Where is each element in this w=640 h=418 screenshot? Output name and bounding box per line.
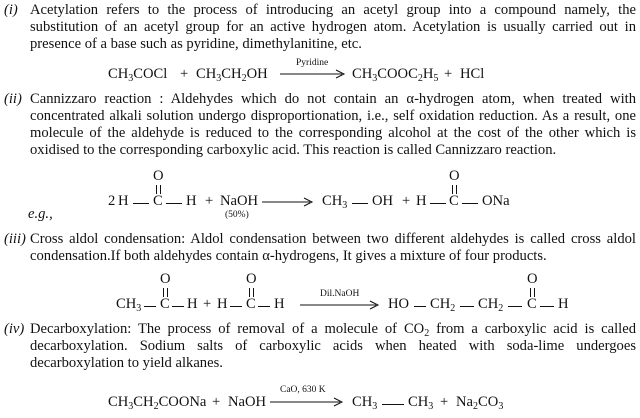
atom-c: C xyxy=(246,296,256,312)
double-bond xyxy=(456,185,457,194)
plus-sign: + xyxy=(212,394,221,410)
double-bond xyxy=(160,185,161,194)
single-bond xyxy=(382,404,404,405)
product-hcl: HCl xyxy=(460,66,485,82)
single-bond xyxy=(144,306,156,307)
product-methyl: $CH_3$ xyxy=(408,394,434,412)
reactant-sodium-propanoate: $CH_3CH_2COONa$ xyxy=(108,394,207,412)
single-bond xyxy=(508,306,522,307)
plus-sign: + xyxy=(444,66,453,82)
atom-h: H xyxy=(118,193,129,209)
reactant-naoh: NaOH xyxy=(228,394,267,410)
single-bond xyxy=(352,203,368,204)
group-oh: OH xyxy=(372,193,394,209)
atom-o: O xyxy=(153,168,164,184)
condition-cao-630k: CaO, 630 K xyxy=(280,385,326,395)
single-bond xyxy=(462,203,478,204)
single-bond xyxy=(133,203,149,204)
product-methyl: $CH_3$ xyxy=(322,193,348,211)
atom-c: C xyxy=(153,193,163,209)
reaction-arrow xyxy=(280,69,346,79)
paragraph-acetylation: Acetylation refers to the process of introducing an acetyl group into a compound namely, the substitution of an acetyl group for an active hydrogen atom. Acetylation is usually carried out in presence of a base such as pyridine, dimethylanitine, etc. xyxy=(30,2,636,52)
double-bond xyxy=(253,288,254,297)
single-bond xyxy=(540,306,554,307)
single-bond xyxy=(166,203,182,204)
paragraph-cross-aldol: Cross aldol condensation: Aldol condensation between two different aldehydes is called cross aldol condensation.If both aldehydes contain α-hydrogens, It gives a mixture of four products. xyxy=(30,231,636,264)
double-bond xyxy=(163,288,164,297)
reagent-naoh: NaOH xyxy=(220,193,259,209)
single-bond xyxy=(430,203,446,204)
plus-sign: + xyxy=(402,193,411,209)
group-methyl: $CH_3$ xyxy=(116,296,142,314)
product-ethyl-acetate: $CH_3COOC_2H_5$ xyxy=(352,66,439,84)
atom-h: H xyxy=(416,193,427,209)
double-bond xyxy=(249,288,250,297)
atom-h: H xyxy=(217,296,228,312)
plus-sign: + xyxy=(205,193,214,209)
plus-sign: + xyxy=(440,394,449,410)
group-ch2: $CH_2$ xyxy=(478,296,504,314)
single-bond xyxy=(258,306,270,307)
single-bond xyxy=(230,306,242,307)
reactant-ch3cocl: $CH_3COCl$ xyxy=(108,66,168,84)
atom-c: C xyxy=(527,296,537,312)
atom-c: C xyxy=(449,193,459,209)
condition-dil-naoh: Dil.NaOH xyxy=(320,289,360,299)
plus-sign: + xyxy=(180,66,189,82)
atom-c: C xyxy=(160,296,170,312)
paragraph-cannizzaro: Cannizzaro reaction : Aldehydes which do not contain an α-hydrogen atom, when treated with concentrated alkali solution undergo disproportionation, i.e., self oxidation reduction. As a result, one molecule of the aldehyde is reduced to the corresponding alcohol at the cost of the other which is oxidised to the corresponding carboxylic acid. This reaction is called Cannizzaro reaction. xyxy=(30,91,636,158)
double-bond xyxy=(167,288,168,297)
double-bond xyxy=(534,288,535,297)
reaction-arrow xyxy=(300,300,380,310)
double-bond xyxy=(530,288,531,297)
naoh-concentration: (50%) xyxy=(225,210,249,220)
condition-pyridine: Pyridine xyxy=(296,58,329,68)
product-methyl: $CH_3$ xyxy=(352,394,378,412)
group-ch2: $CH_2$ xyxy=(430,296,456,314)
item-number: (ii) xyxy=(4,91,22,107)
group-hydroxyl: HO xyxy=(388,296,410,312)
atom-o: O xyxy=(449,168,460,184)
reaction-arrow xyxy=(262,197,314,207)
paragraph-decarboxylation: Decarboxylation: The process of removal of a molecule of $CO_2$ from a carboxylic acid is called decarboxylation. Sodium salts of carboxylic acids when heated with soda-lime undergoes decarboxylation to yield alkanes. xyxy=(30,321,636,371)
double-bond xyxy=(156,185,157,194)
single-bond xyxy=(172,306,184,307)
atom-h: H xyxy=(186,193,197,209)
atom-h: H xyxy=(187,296,198,312)
atom-o: O xyxy=(160,271,171,287)
reactant-ethanol: $CH_3CH_2OH$ xyxy=(196,66,268,84)
coefficient: 2 xyxy=(108,193,116,209)
product-sodium-carbonate: $Na_2CO_3$ xyxy=(456,394,504,412)
atom-o: O xyxy=(527,271,538,287)
atom-o: O xyxy=(246,271,257,287)
group-ona: ONa xyxy=(482,193,510,209)
single-bond xyxy=(460,306,474,307)
atom-h: H xyxy=(274,296,285,312)
double-bond xyxy=(452,185,453,194)
single-bond xyxy=(414,306,426,307)
reaction-arrow xyxy=(270,397,344,407)
atom-h: H xyxy=(558,296,569,312)
item-number: (iii) xyxy=(4,231,26,247)
plus-sign: + xyxy=(203,296,212,312)
item-number: (i) xyxy=(4,2,18,18)
item-number: (iv) xyxy=(4,321,25,337)
example-label: e.g., xyxy=(28,206,53,222)
